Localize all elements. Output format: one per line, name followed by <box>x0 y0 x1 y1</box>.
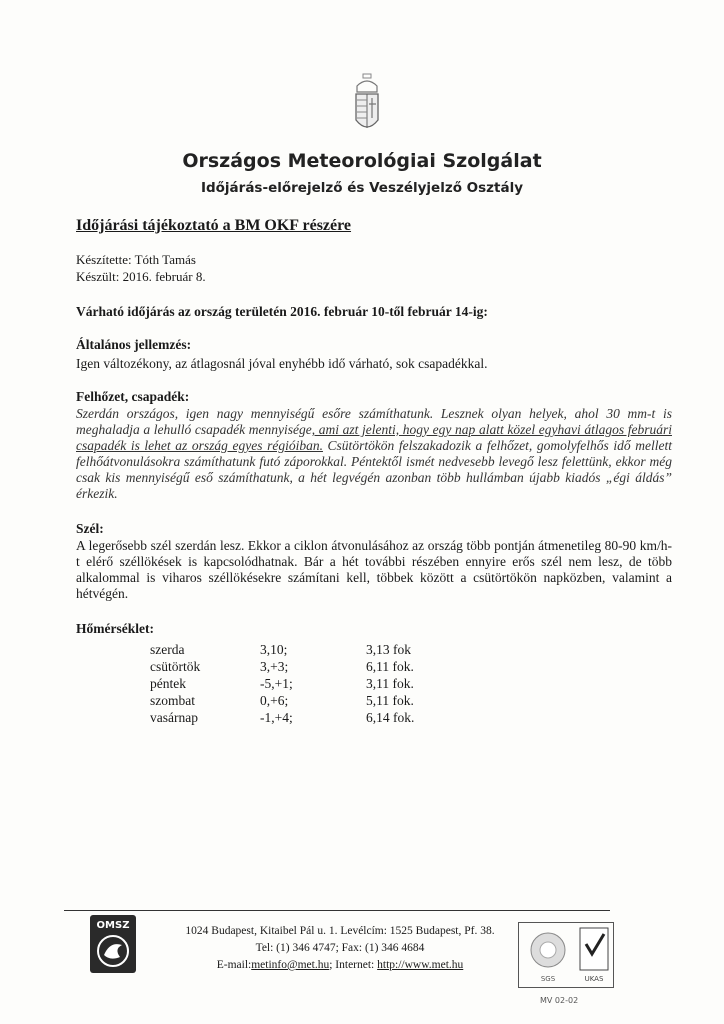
general-heading: Általános jellemzés: <box>76 337 192 352</box>
minmax-cell: 0,+6; <box>260 693 289 708</box>
table-row <box>150 641 414 658</box>
date-label: Készült: <box>76 269 120 284</box>
day-cell: vasárnap <box>150 710 198 725</box>
minmax-cell: -5,+1; <box>260 676 293 691</box>
day-cell: csütörtök <box>150 659 201 674</box>
internet-label: ; Internet: <box>329 959 375 971</box>
general-text: Igen változékony, az átlagosnál jóval enyhébb idő várható, sok csapadékkal. <box>76 356 488 371</box>
table-row <box>150 675 414 692</box>
footer-address: 1024 Budapest, Kitaibel Pál u. 1. Levélcím: 1525 Budapest, Pf. 38. <box>185 925 495 937</box>
temperature-heading: Hőmérséklet: <box>76 621 154 636</box>
clouds-heading: Felhőzet, csapadék: <box>76 389 190 404</box>
range-cell: 6,14 fok. <box>366 710 415 725</box>
clouds-text <box>76 406 672 502</box>
sgs-text: SGS <box>540 975 556 983</box>
certificate-code: MV 02-02 <box>540 996 579 1005</box>
prepared-by-value: Tóth Tamás <box>134 252 196 267</box>
day-cell: szombat <box>150 693 195 708</box>
footer-divider <box>64 910 610 911</box>
temperature-table <box>150 641 414 726</box>
table-row <box>150 709 414 726</box>
day-cell: szerda <box>150 642 185 657</box>
omsz-logo-icon <box>90 915 136 973</box>
clouds-text-b: Csütörtökön felszakadozik a felhőzet, gomolyfelhős idő mellett felhőátvonulásokra számíthatunk futó záporokkal. Péntektől ismét nedvesebb levegő lesz felettünk, ekkor még csak kis mennyiségű eső számíthatunk, a hét legvégén azonban több hullámban újabb kiadós „égi áldás” érkezik. <box>76 438 672 501</box>
table-row <box>150 692 414 709</box>
organization-name: Országos Meteorológiai Szolgálat <box>182 150 542 172</box>
email-link[interactable]: metinfo@met.hu <box>251 959 330 971</box>
day-cell: péntek <box>150 676 186 691</box>
website-link[interactable]: http://www.met.hu <box>377 959 464 971</box>
omsz-logo-text: OMSZ <box>96 920 130 931</box>
email-label: E-mail: <box>216 959 252 971</box>
minmax-cell: -1,+4; <box>260 710 293 725</box>
ukas-text: UKAS <box>584 975 604 983</box>
prepared-date <box>76 269 206 285</box>
clouds-text-a: Szerdán országos, igen nagy mennyiségű esőre számíthatunk. Lesznek olyan helyek, ahol 30 mm-t is meghaladja a lehulló csapadék mennyisége <box>76 406 672 437</box>
coat-of-arms-icon <box>352 72 382 140</box>
prepared-by <box>76 252 196 268</box>
date-value: 2016. február 8. <box>122 269 206 284</box>
clouds-text-underlined: , ami azt jelenti, hogy egy nap alatt közel egyhavi átlagos februári csapadék is lehet az ország egyes régióiban. <box>76 422 672 453</box>
table-row <box>150 658 414 675</box>
wind-heading: Szél: <box>76 521 104 536</box>
forecast-period: Várható időjárás az ország területén 2016. február 10-től február 14-ig: <box>76 304 488 319</box>
department-name: Időjárás-előrejelző és Veszélyjelző Osztály <box>200 180 524 196</box>
range-cell: 6,11 fok. <box>366 659 414 674</box>
minmax-cell: 3,10; <box>260 642 288 657</box>
range-cell: 3,13 fok <box>366 642 411 657</box>
wind-text: A legerősebb szél szerdán lesz. Ekkor a ciklon átvonulásához az ország több pontján átmenetileg 80-90 km/h-t elérő széllökések is kapcsolódhatnak. Bár a hét további részében ennyire erős szél nem lesz, de több alkalommal is viharos széllökésekre számítani kell, többek között a csütörtökön napközben, valamint a hétvégén. <box>76 538 672 601</box>
range-cell: 5,11 fok. <box>366 693 414 708</box>
footer-contact <box>170 959 510 971</box>
certification-logos-icon <box>518 922 614 988</box>
footer-phone: Tel: (1) 346 4747; Fax: (1) 346 4684 <box>255 942 425 954</box>
minmax-cell: 3,+3; <box>260 659 289 674</box>
prepared-by-label: Készítette: <box>76 252 132 267</box>
document-title: Időjárási tájékoztató a BM OKF részére <box>76 217 352 234</box>
range-cell: 3,11 fok. <box>366 676 414 691</box>
